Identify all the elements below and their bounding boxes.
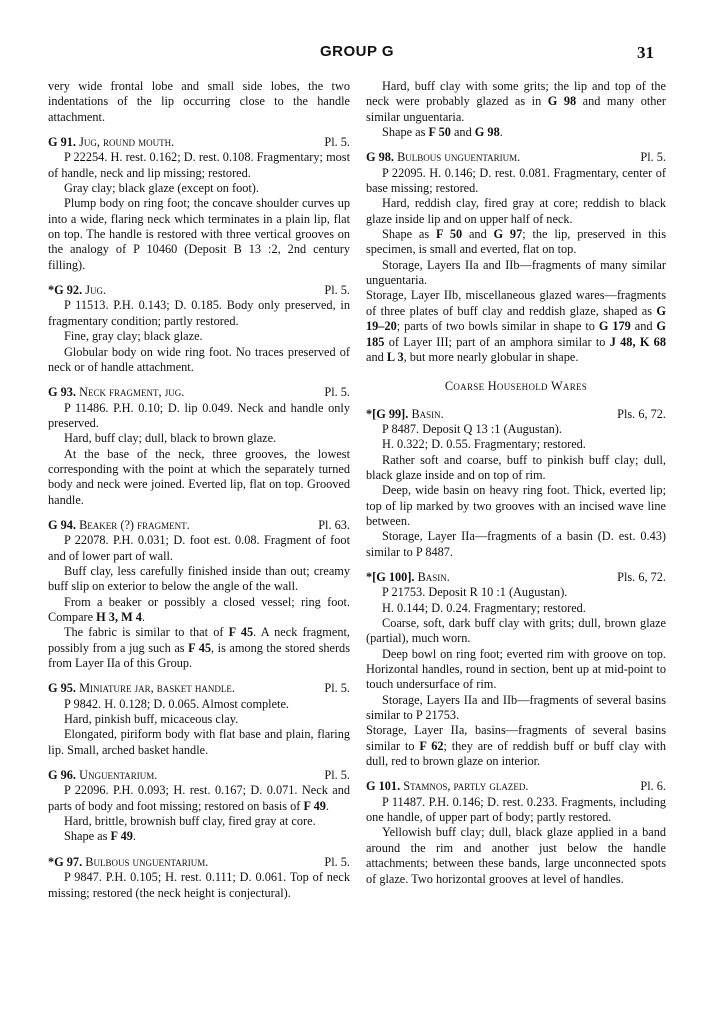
plate-reference: Pls. 6, 72. — [617, 406, 666, 421]
cross-reference: G 98 — [547, 94, 577, 109]
entry-heading — [366, 779, 666, 794]
catalog-number: G 95. — [48, 681, 77, 696]
entry-heading — [48, 681, 350, 696]
entry-title: Jug. — [85, 283, 107, 298]
plate-reference: Pls. 6, 72. — [617, 569, 666, 584]
entry-g98 — [366, 150, 666, 288]
entry-paragraph: Storage, Layers IIa and IIb—fragments of several basins similar to P 21753. — [366, 692, 666, 723]
entry-heading — [48, 855, 350, 870]
cross-reference: G 179 — [598, 319, 631, 334]
continued-text: Shape as F 50 and G 98. — [382, 125, 503, 140]
entry-paragraph: Buff clay, less carefully finished inside than out; creamy buff slip on exterior to below the angle of the wall. — [48, 563, 350, 594]
catalog-number: *[G 99]. — [366, 406, 409, 421]
entry-g97 — [48, 855, 350, 901]
entry-paragraph: Hard, reddish clay, fired gray at core; reddish to black glaze inside lip and on upper half of neck. — [366, 196, 666, 226]
plate-reference: Pl. 5. — [640, 150, 666, 165]
entry-g100 — [366, 570, 666, 723]
cross-reference: G 97 — [493, 227, 523, 242]
entry-title: Unguentarium. — [79, 768, 158, 783]
entry-paragraph: H. 0.144; D. 0.24. Fragmentary; restored. — [382, 600, 586, 615]
plate-reference: Pl. 5. — [324, 385, 350, 400]
cross-reference: F 49 — [110, 829, 133, 844]
cross-reference: H 3, M 4 — [96, 610, 142, 624]
entry-title: Basin. — [411, 406, 444, 421]
catalog-number: *[G 100]. — [366, 569, 415, 584]
entry-paragraph: Shape as F 49. — [64, 829, 136, 844]
entry-title: Jug, round mouth. — [79, 135, 175, 150]
plate-reference: Pl. 5. — [324, 681, 350, 696]
entry-title: Bulbous unguentarium. — [85, 854, 209, 869]
plate-reference: Pl. 5. — [324, 283, 350, 298]
running-head — [0, 43, 714, 63]
storage-note: Storage, Layer IIb, miscellaneous glazed wares—fragments of three plates of buff clay and reddish glaze, shaped as G 19–20; parts of two bowls similar in shape to G 179 and G 185 of Layer III; part of an amphora similar to J 48, K 68 and L 3, but more nearly globular in shape. — [366, 288, 666, 364]
storage-note: Storage, Layer IIa, basins—fragments of several basins similar to F 62; they are of reddish buff or buff clay with dull, red to brown glaze on interior. — [366, 723, 666, 769]
catalog-number: G 94. — [48, 517, 77, 532]
entry-title: Bulbous unguentarium. — [397, 150, 521, 165]
entry-g91 — [48, 135, 350, 273]
entry-heading — [366, 407, 666, 422]
entry-g92 — [48, 283, 350, 375]
entry-paragraph: Storage, Layers IIa and IIb—fragments of many similar unguentaria. — [366, 257, 666, 288]
catalog-number: *G 97. — [48, 854, 83, 869]
right-column — [366, 79, 666, 887]
entry-paragraph: P 11487. P.H. 0.146; D. rest. 0.233. Fragments, including one handle, of upper part of body; partly restored. — [366, 794, 666, 825]
entry-title: Miniature jar, basket handle. — [79, 681, 235, 696]
entry-title: Beaker (?) fragment. — [79, 517, 190, 532]
entry-paragraph: H. 0.322; D. 0.55. Fragmentary; restored. — [382, 437, 586, 452]
entry-heading — [48, 768, 350, 783]
entry-heading — [48, 518, 350, 533]
continued-text: very wide frontal lobe and small side lobes, the two indentations of the lip occurring close to the handle attachment. — [48, 79, 350, 124]
entry-paragraph: Hard, brittle, brownish buff clay, fired gray at core. — [64, 814, 316, 829]
cross-reference: L 3 — [386, 349, 404, 364]
catalog-number: G 98. — [366, 150, 395, 165]
cross-reference: F 50 — [428, 125, 451, 140]
plate-reference: Pl. 5. — [324, 135, 350, 150]
entry-title: Stamnos, partly glazed. — [403, 779, 529, 794]
catalog-number: G 96. — [48, 768, 77, 783]
catalog-number: G 101. — [366, 779, 401, 794]
entry-paragraph: Hard, buff clay; dull, black to brown glaze. — [64, 431, 277, 446]
entry-paragraph: Fine, gray clay; black glaze. — [64, 329, 203, 344]
entry-g94 — [48, 518, 350, 671]
entry-paragraph: Deep, wide basin on heavy ring foot. Thick, everted lip; top of lip marked by two grooves with an incised wave line between. — [366, 483, 666, 528]
entry-paragraph: Elongated, piriform body with flat base and plain, flaring lip. Small, arched basket handle. — [48, 727, 350, 757]
catalog-number: G 93. — [48, 385, 77, 400]
entry-paragraph: Rather soft and coarse, buff to pinkish buff clay; dull, black glaze inside and on top of rim. — [366, 452, 666, 482]
entry-paragraph: Plump body on ring foot; the concave shoulder curves up into a wide, flaring neck which terminates in a plain lip, flat on top. The handle is restored with three vertical grooves on the analogy of P 10460 (Deposit B 13 :2, 2nd century filling). — [48, 196, 350, 272]
cross-reference: F 45 — [228, 625, 254, 640]
entry-paragraph: The fabric is similar to that of F 45. A neck fragment, possibly from a jug such as F 45, is among the stored sherds from Layer IIa of this Group. — [48, 625, 350, 671]
plate-reference: Pl. 6. — [640, 779, 666, 794]
entry-g99 — [366, 407, 666, 560]
entry-paragraph: P 8487. Deposit Q 13 :1 (Augustan). — [382, 421, 562, 436]
entry-paragraph: P 22254. H. rest. 0.162; D. rest. 0.108. Fragmentary; most of handle, neck and lip missing; restored. — [48, 150, 350, 180]
plate-reference: Pl. 63. — [318, 517, 350, 532]
page-number: 31 — [637, 43, 654, 62]
catalog-number: G 91. — [48, 135, 77, 150]
entry-paragraph: Hard, pinkish buff, micaceous clay. — [64, 712, 239, 727]
plate-reference: Pl. 5. — [324, 854, 350, 869]
cross-reference: G 185 — [366, 319, 666, 349]
entry-heading — [48, 135, 350, 150]
entry-paragraph: P 22078. P.H. 0.031; D. foot est. 0.08. Fragment of foot and of lower part of wall. — [48, 533, 350, 563]
entry-paragraph: Globular body on wide ring foot. No traces preserved of neck or of handle attachment. — [48, 344, 350, 374]
entry-title: Basin. — [417, 569, 450, 584]
entry-paragraph: Storage, Layer IIa—fragments of a basin (D. est. 0.43) similar to P 8487. — [366, 529, 666, 559]
cross-reference: G 98 — [474, 125, 500, 140]
page-title: GROUP G — [319, 43, 395, 60]
cross-reference: F 45 — [188, 640, 212, 655]
entry-title: Neck fragment, jug. — [79, 385, 185, 400]
entry-paragraph: P 22095. H. 0.146; D. rest. 0.081. Fragmentary, center of base missing; restored. — [366, 165, 666, 196]
entry-paragraph: P 11513. P.H. 0.143; D. 0.185. Body only preserved, in fragmentary condition; partly restored. — [48, 298, 350, 328]
catalog-number: *G 92. — [48, 283, 83, 298]
cross-reference: G 19–20 — [366, 303, 666, 334]
entry-heading — [366, 150, 666, 165]
cross-reference: J 48, K 68 — [609, 334, 666, 349]
entry-paragraph: P 9842. H. 0.128; D. 0.065. Almost complete. — [64, 696, 289, 711]
entry-heading — [366, 570, 666, 585]
entry-paragraph: Yellowish buff clay; dull, black glaze applied in a band around the rim and another just below the handle attachments; between these bands, large unconnected spots of glaze. Two horizontal grooves at level of handles. — [366, 825, 666, 886]
entry-paragraph: From a beaker or possibly a closed vessel; ring foot. Compare H 3, M 4. — [48, 594, 350, 624]
entry-g95 — [48, 681, 350, 758]
entry-g93 — [48, 385, 350, 508]
entry-heading — [48, 283, 350, 298]
section-heading: Coarse Household Wares — [444, 379, 588, 394]
entry-paragraph: At the base of the neck, three grooves, the lowest corresponding with the point at which the separately turned body and neck were joined. Everted lip, flat on top. Grooved handle. — [48, 446, 350, 507]
entry-paragraph: Shape as F 50 and G 97; the lip, preserved in this specimen, is small and everted, flat on top. — [366, 227, 666, 257]
cross-reference: F 50 — [435, 227, 463, 242]
entry-paragraph: P 11486. P.H. 0.10; D. lip 0.049. Neck and handle only preserved. — [48, 400, 350, 430]
entry-paragraph: Coarse, soft, dark buff clay with grits; dull, brown glaze (partial), much worn. — [366, 616, 666, 646]
entry-paragraph: P 9847. P.H. 0.105; H. rest. 0.111; D. 0.061. Top of neck missing; restored (the neck height is conjectural). — [48, 870, 350, 900]
cross-reference: F 62 — [419, 738, 444, 753]
entry-paragraph: P 21753. Deposit R 10 :1 (Augustan). — [382, 585, 568, 600]
left-column — [48, 79, 350, 901]
entry-g101 — [366, 779, 666, 886]
entry-heading — [48, 385, 350, 400]
plate-reference: Pl. 5. — [324, 768, 350, 783]
continued-text: Hard, buff clay with some grits; the lip and top of the neck were probably glazed as in G 98 and many other similar unguentaria. — [366, 79, 666, 124]
entry-paragraph: Deep bowl on ring foot; everted rim with groove on top. Horizontal handles, round in section, bent up at mid-point to touch undersurface of rim. — [366, 646, 666, 692]
entry-paragraph: P 22096. P.H. 0.093; H. rest. 0.167; D. 0.071. Neck and parts of body and foot missing; restored on basis of F 49. — [48, 783, 350, 813]
entry-g96 — [48, 768, 350, 845]
entry-paragraph: Gray clay; black glaze (except on foot). — [64, 181, 259, 196]
cross-reference: F 49 — [303, 798, 326, 813]
